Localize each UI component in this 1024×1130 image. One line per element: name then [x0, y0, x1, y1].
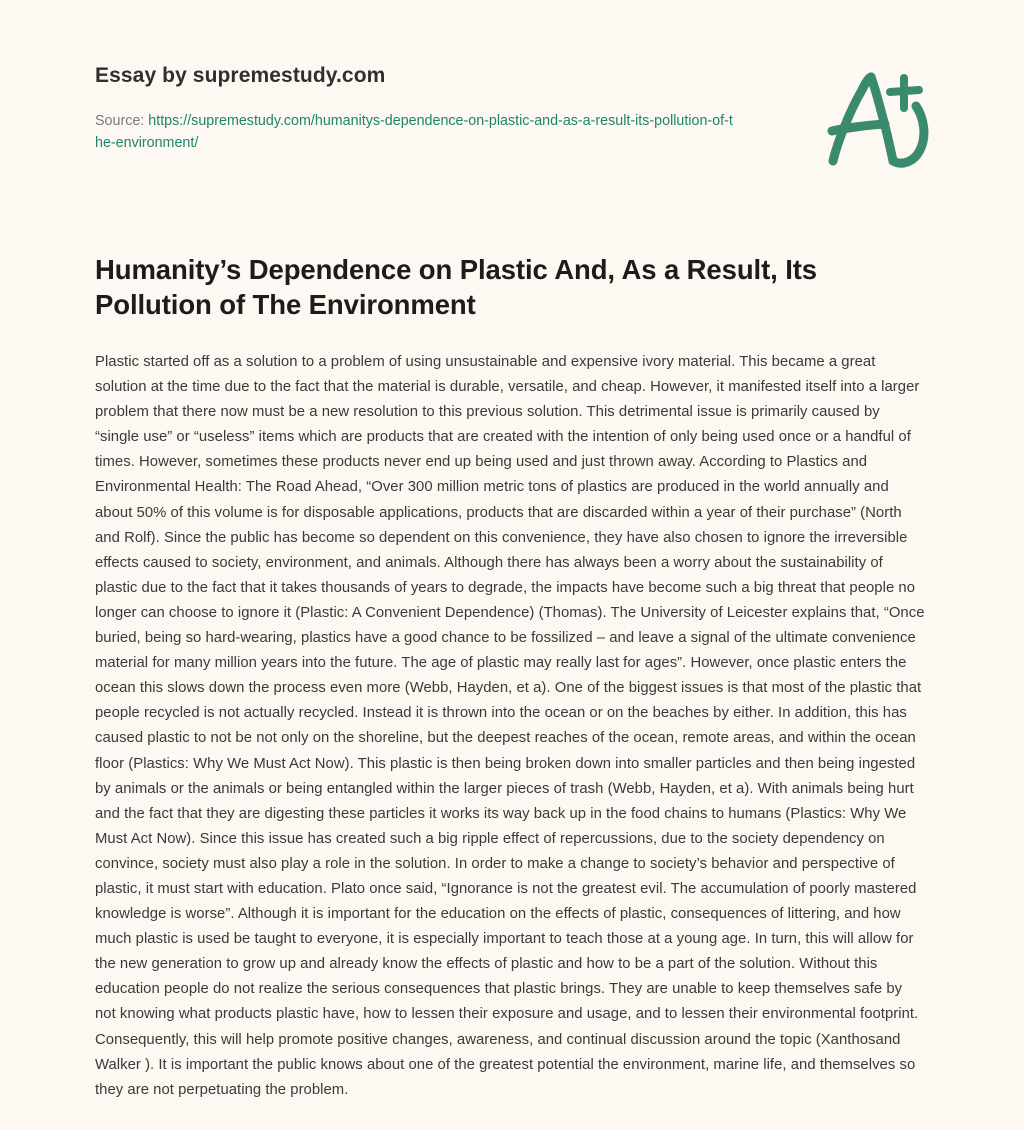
- page-header: [0, 0, 1024, 200]
- brand-title: Essay by supremestudy.com: [95, 64, 386, 87]
- article-title: Humanity’s Dependence on Plastic And, As a Result, Its Pollution of The Environment: [95, 254, 817, 320]
- article: [95, 252, 931, 1103]
- source-label: Source:: [95, 113, 145, 129]
- article-body-paragraph: Plastic started off as a solution to a problem of using unsustainable and expensive ivory material. This became a great solution at the time due to the fact that the material is durable, versatile, and cheap. However, it manifested itself into a larger problem that there now must be a new resolution to this previous solution. This detrimental issue is primarily caused by “single use” or “useless” items which are products that are created with the intention of only being used once or a handful of times. However, sometimes these products never end up being used and just thrown away. According to Plastics and Environmental Health: The Road Ahead, “Over 300 million metric tons of plastics are produced in the world annually and about 50% of this volume is for disposable applications, products that are discarded within a year of their purchase” (North and Rolf). Since the public has become so dependent on this convenience, they have also chosen to ignore the irreversible effects caused to society, environment, and animals. Although there has always been a worry about the sustainability of plastic due to the fact that it takes thousands of years to degrade, the impacts have become such a big threat that people no longer can choose to ignore it (Plastic: A Convenient Dependence) (Thomas). The University of Leicester explains that, “Once buried, being so hard-wearing, plastics have a good chance to be fossilized – and leave a signal of the ultimate convenience material for many million years into the future. The age of plastic may really last for ages”. However, once plastic enters the ocean this slows down the process even more (Webb, Hayden, et a). One of the biggest issues is that most of the plastic that people recycled is not actually recycled. Instead it is thrown into the ocean or on the beaches by either. In addition, this has caused plastic to not be not only on the shoreline, but the deepest reaches of the ocean, remote areas, and within the ocean floor (Plastics: Why We Must Act Now). This plastic is then being broken down into smaller particles and then being ingested by animals or the animals or being entangled within the larger pieces of trash (Webb, Hayden, et a). With animals being hurt and the fact that they are digesting these particles it works its way back up in the food chains to humans (Plastics: Why We Must Act Now). Since this issue has created such a big ripple effect of repercussions, due to the society dependency on convince, society must also play a role in the solution. In order to make a change to society’s behavior and perspective of plastic, it must start with education. Plato once said, “Ignorance is not the greatest evil. The accumulation of poorly mastered knowledge is worse”. Although it is important for the education on the effects of plastic, consequences of littering, and how much plastic is used be taught to everyone, it is especially important to teach those at a young age. In turn, this will allow for the new generation to grow up and already know the effects of plastic and how to be a part of the solution. Without this education people do not realize the serious consequences that plastic brings. They are unable to keep themselves safe by not knowing what products plastic have, how to lessen their exposure and usage, and to lessen their environmental footprint. Consequently, this will help promote positive changes, awareness, and continual discussion around the topic (Xanthosand Walker ). It is important the public knows about one of the greatest potential the environment, marine life, and themselves so they are not perpetuating the problem.: [95, 354, 925, 1098]
- a-plus-logo-icon: [806, 62, 946, 172]
- source-url-link[interactable]: https://supremestudy.com/humanitys-dependence-on-plastic-and-as-a-result-its-pollution-of-the-environment/: [95, 113, 733, 151]
- source-line: [95, 110, 735, 154]
